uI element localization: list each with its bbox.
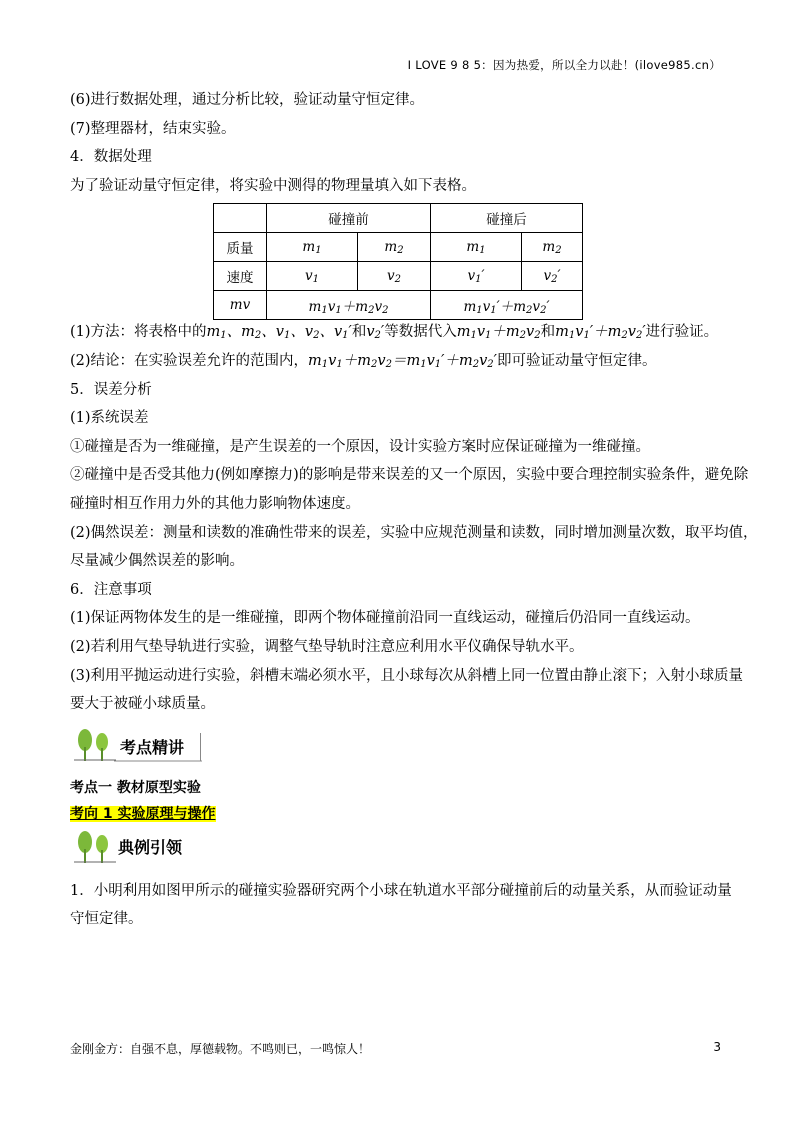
section-6-title: 6．注意事项: [70, 581, 152, 598]
systematic-error: (1)系统误差: [70, 410, 149, 427]
page-number: 3: [713, 1040, 721, 1054]
step-6: (6)进行数据处理，通过分析比较，验证动量守恒定律。: [70, 92, 425, 108]
row-label-speed: 速度: [214, 262, 267, 291]
accidental-error-b: 尽量减少偶然误差的影响。: [70, 553, 244, 570]
banner-dianli-label: 典例引领: [118, 837, 183, 857]
method-line: (1)方法：将表格中的$m_1$、$m_2$、$v_1$、$v_2$、$v_1'$和$v_2'$等数据代入$m_1v_1+m_2v_2$和$m_1v_1'+m_2v_2'$进行验证。: [70, 324, 719, 342]
footer-motto: 金刚金方：自强不息，厚德载物。不鸣则已，一鸣惊人！: [70, 1042, 371, 1056]
cell-v1-prime: $v_1'$: [431, 262, 522, 291]
banner-dianli: [70, 827, 723, 865]
row-label-mv: mv: [214, 291, 267, 320]
tree-icon: [74, 727, 116, 761]
kaoxiang-title: 考向 1 实验原理与操作: [70, 805, 216, 822]
section-5-title: 5．误差分析: [70, 381, 152, 398]
kaodian-title: 考点一 教材原型实验: [70, 779, 201, 796]
question-line-1: 1．小明利用如图甲所示的碰撞实验器研究两个小球在轨道水平部分碰撞前后的动量关系，从而验证动量: [70, 882, 732, 899]
step-7: (7)整理器材，结束实验。: [70, 120, 236, 137]
cell-m1-before: $m_1$: [267, 233, 358, 262]
page-header: I LOVE 9 8 5：因为热爱，所以全力以赴！(ilove985.cn）: [407, 58, 721, 72]
conclusion-line: (2)结论：在实验误差允许的范围内，$m_1v_1+m_2v_2=m_1v_1'+m_2v_2'$即可验证动量守恒定律。: [70, 352, 657, 370]
cell-m2-before: $m_2$: [358, 233, 431, 262]
error-item-2a: ②碰撞中是否受其他力(例如摩擦力)的影响是带来误差的又一个原因，实验中要合理控制实验条件，避免除: [70, 467, 749, 484]
cell-v2: $v_2$: [358, 262, 431, 291]
section-4-title: 4．数据处理: [70, 149, 152, 166]
note-3b: 要大于被碰小球质量。: [70, 696, 215, 713]
table-corner-cell: [214, 204, 267, 233]
banner-kaodian: [70, 723, 723, 765]
banner-underline: [114, 759, 204, 763]
cell-m1-after: $m_1$: [431, 233, 522, 262]
row-label-mass: 质量: [214, 233, 267, 262]
note-1: (1)保证两物体发生的是一维碰撞，即两个物体碰撞前沿同一直线运动，碰撞后仍沿同一直线运动。: [70, 610, 700, 627]
section-4-intro: 为了验证动量守恒定律，将实验中测得的物理量填入如下表格。: [70, 177, 476, 194]
cell-mv-before: $m_1v_1+m_2v_2$: [267, 291, 431, 320]
cell-v1: $v_1$: [267, 262, 358, 291]
error-item-1: ①碰撞是否为一维碰撞，是产生误差的一个原因，设计实验方案时应保证碰撞为一维碰撞。: [70, 438, 650, 455]
cell-mv-after: $m_1v_1'+m_2v_2'$: [431, 291, 583, 320]
cell-v2-prime: $v_2'$: [522, 262, 583, 291]
table-header-after: 碰撞后: [431, 204, 583, 233]
error-item-2b: 碰撞时相互作用力外的其他力影响物体速度。: [70, 495, 360, 512]
data-table: [213, 203, 583, 320]
banner-kaodian-label: 考点精讲: [120, 737, 185, 757]
note-2: (2)若利用气垫导轨进行实验，调整气垫导轨时注意应利用水平仪确保导轨水平。: [70, 638, 584, 655]
banner-divider: [200, 733, 201, 761]
note-3a: (3)利用平抛运动进行实验，斜槽末端必须水平，且小球每次从斜槽上同一位置由静止滚下；入射小球质量: [70, 667, 744, 684]
main-content: [70, 90, 758, 938]
cell-m2-after: $m_2$: [522, 233, 583, 262]
table-header-before: 碰撞前: [267, 204, 431, 233]
question-line-2: 守恒定律。: [70, 911, 143, 928]
tree-icon: [74, 829, 116, 863]
accidental-error-a: (2)偶然误差：测量和读数的准确性带来的误差，实验中应规范测量和读数，同时增加测量次数，取平均值，: [70, 524, 758, 541]
